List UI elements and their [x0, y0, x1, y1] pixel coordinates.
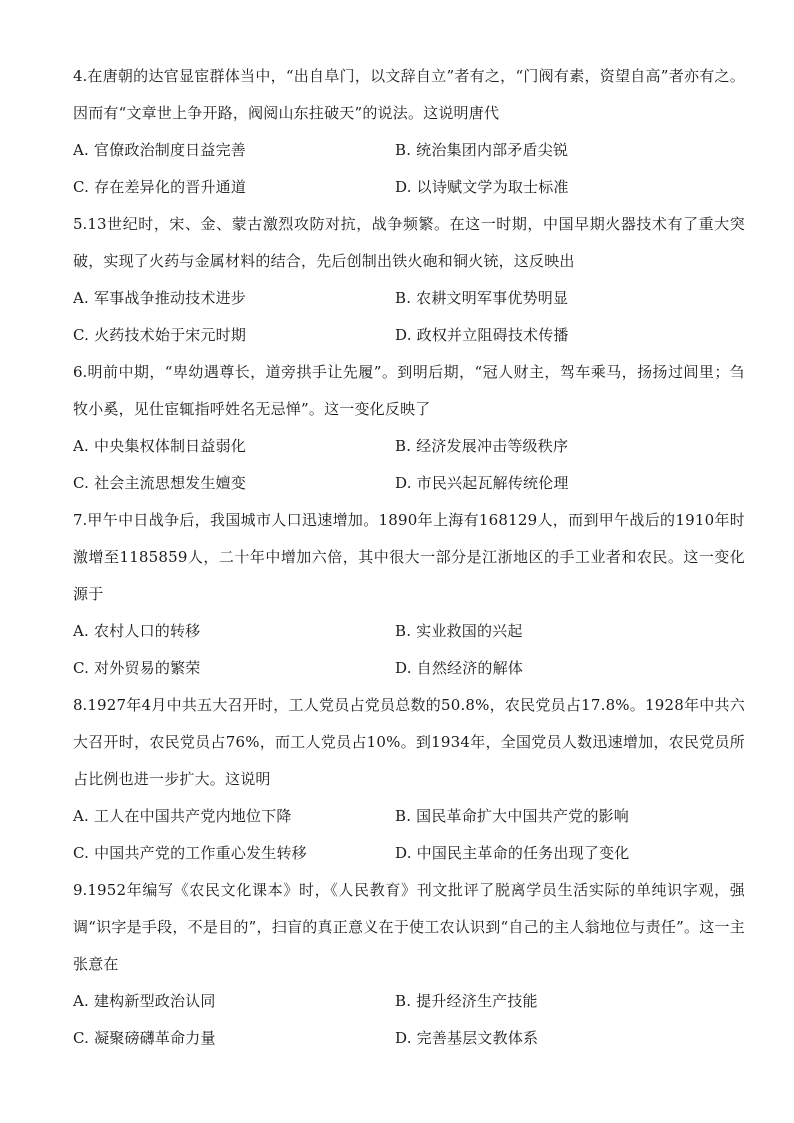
- option-a: A. 农村人口的转移: [73, 622, 201, 640]
- option-c: C. 社会主流思想发生嬗变: [73, 474, 247, 492]
- option-b: B. 国民革命扩大中国共产党的影响: [395, 807, 629, 825]
- option-d: D. 自然经济的解体: [395, 659, 524, 677]
- question-4: [73, 58, 745, 206]
- exam-page: [73, 58, 745, 1057]
- option-c: C. 火药技术始于宋元时期: [73, 326, 247, 344]
- option-d: D. 市民兴起瓦解传统伦理: [395, 474, 569, 492]
- option-d: D. 政权并立阻碍技术传播: [395, 326, 569, 344]
- option-c: C. 凝聚磅礴革命力量: [73, 1029, 216, 1047]
- option-d: D. 以诗赋文学为取士标准: [395, 178, 569, 196]
- question-number: 5.: [73, 215, 88, 233]
- question-7: [73, 502, 745, 687]
- options: [73, 280, 745, 354]
- question-number: 4.: [73, 67, 88, 85]
- options: [73, 132, 745, 206]
- option-a: A. 建构新型政治认同: [73, 992, 216, 1010]
- question-text: 在唐朝的达官显宦群体当中，“出自阜门，以文辞自立”者有之，“门阀有素，资望自高”者亦有之。因而有“文章世上争开路，阀阅山东拄破天”的说法。这说明唐代: [73, 67, 745, 122]
- option-a: A. 官僚政治制度日益完善: [73, 141, 246, 159]
- options: [73, 798, 745, 872]
- question-number: 6.: [73, 363, 88, 381]
- options: [73, 613, 745, 687]
- option-d: D. 完善基层文教体系: [395, 1029, 539, 1047]
- option-b: B. 经济发展冲击等级秩序: [395, 437, 569, 455]
- question-number: 9.: [73, 881, 88, 899]
- question-text: 明前中期，“卑幼遇尊长，道旁拱手让先履”。到明后期，“冠人财主，驾车乘马，扬扬过闾里；刍牧小奚，见仕宦辄指呼姓名无忌惮”。这一变化反映了: [73, 363, 745, 418]
- option-c: C. 存在差异化的晋升通道: [73, 178, 247, 196]
- option-d: D. 中国民主革命的任务出现了变化: [395, 844, 630, 862]
- question-8: [73, 687, 745, 872]
- question-stem: [73, 687, 745, 798]
- option-b: B. 农耕文明军事优势明显: [395, 289, 569, 307]
- question-stem: [73, 502, 745, 613]
- question-text: 1927年4月中共五大召开时，工人党员占党员总数的50.8%，农民党员占17.8%。1928年中共六大召开时，农民党员占76%，而工人党员占10%。到1934年，全国党员人数迅速增加，农民党员所占比例也进一步扩大。这说明: [73, 696, 745, 788]
- question-text: 1952年编写《农民文化课本》时，《人民教育》刊文批评了脱离学员生活实际的单纯识字观，强调“识字是手段，不是目的”，扫盲的真正意义在于使工农认识到“自己的主人翁地位与责任”。这一主张意在: [73, 881, 745, 973]
- options: [73, 428, 745, 502]
- question-stem: [73, 58, 745, 132]
- question-5: [73, 206, 745, 354]
- question-6: [73, 354, 745, 502]
- question-stem: [73, 872, 745, 983]
- option-c: C. 对外贸易的繁荣: [73, 659, 201, 677]
- options: [73, 983, 745, 1057]
- option-a: A. 军事战争推动技术进步: [73, 289, 246, 307]
- question-stem: [73, 206, 745, 280]
- option-b: B. 实业救国的兴起: [395, 622, 523, 640]
- question-stem: [73, 354, 745, 428]
- option-c: C. 中国共产党的工作重心发生转移: [73, 844, 307, 862]
- option-b: B. 提升经济生产技能: [395, 992, 538, 1010]
- option-b: B. 统治集团内部矛盾尖锐: [395, 141, 569, 159]
- question-9: [73, 872, 745, 1057]
- question-text: 甲午中日战争后，我国城市人口迅速增加。1890年上海有168129人，而到甲午战后的1910年时激增至1185859人，二十年中增加六倍，其中很大一部分是江浙地区的手工业者和农民。这一变化源于: [73, 511, 745, 603]
- option-a: A. 中央集权体制日益弱化: [73, 437, 246, 455]
- question-number: 8.: [73, 696, 88, 714]
- question-number: 7.: [73, 511, 88, 529]
- option-a: A. 工人在中国共产党内地位下降: [73, 807, 292, 825]
- question-text: 13世纪时，宋、金、蒙古激烈攻防对抗，战争频繁。在这一时期，中国早期火器技术有了重大突破，实现了火药与金属材料的结合，先后创制出铁火砲和铜火铳，这反映出: [73, 215, 745, 270]
